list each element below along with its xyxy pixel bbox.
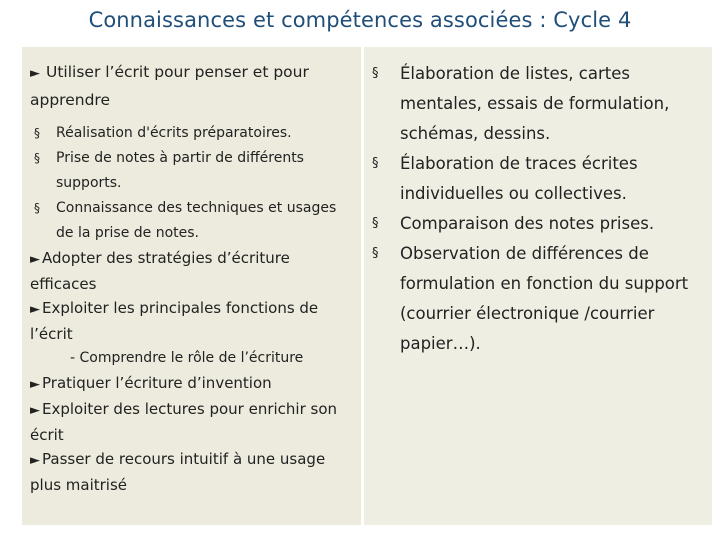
square-bullet-icon: §	[34, 126, 40, 140]
square-bullet-icon: §	[372, 66, 379, 81]
square-bullet-icon: §	[372, 156, 379, 171]
list-item-text: Connaissance des techniques et usages de la prise de notes.	[56, 200, 337, 241]
page-title: Connaissances et compétences associées : Cycle 4	[88, 8, 632, 32]
list-item-text: Prise de notes à partir de différents supports.	[56, 150, 304, 191]
list-item-text: Observation de différences de formulation en fonction du support (courrier électronique /courrier papier…).	[400, 244, 689, 353]
left-column	[22, 47, 364, 525]
strategy-item	[30, 447, 355, 497]
strategy-item	[30, 296, 355, 346]
strategy-text: Exploiter les principales fonctions de l’écrit	[30, 299, 319, 343]
triangle-bullet-icon: ►	[30, 66, 40, 81]
list-item	[370, 149, 704, 209]
triangle-bullet-icon: ►	[30, 403, 40, 418]
right-bullet-list	[370, 59, 704, 359]
left-heading	[30, 59, 355, 113]
right-column	[364, 47, 712, 525]
list-item-text: Comparaison des notes prises.	[400, 214, 655, 233]
list-item	[30, 196, 355, 246]
strategy-text: Passer de recours intuitif à une usage plus maitrisé	[30, 450, 326, 494]
square-bullet-icon: §	[372, 246, 379, 261]
list-item	[370, 59, 704, 149]
sub-item: - Comprendre le rôle de l’écriture	[70, 350, 304, 366]
list-item	[30, 121, 355, 146]
square-bullet-icon: §	[372, 216, 379, 231]
left-bullet-list	[30, 121, 355, 246]
triangle-bullet-icon: ►	[30, 302, 40, 317]
triangle-bullet-icon: ►	[30, 377, 40, 392]
list-item-text: Réalisation d'écrits préparatoires.	[56, 125, 292, 141]
triangle-bullet-icon: ►	[30, 453, 40, 468]
list-item-text: Élaboration de traces écrites individuelles ou collectives.	[400, 154, 638, 203]
content-table	[22, 47, 712, 525]
strategy-item	[30, 246, 355, 296]
square-bullet-icon: §	[34, 151, 40, 165]
strategy-text: Adopter des stratégies d’écriture efficaces	[30, 249, 290, 293]
strategy-item	[30, 371, 355, 397]
list-item	[30, 146, 355, 196]
list-item-text: Élaboration de listes, cartes mentales, essais de formulation, schémas, dessins.	[400, 64, 670, 143]
strategy-text: Pratiquer l’écriture d’invention	[42, 374, 272, 392]
square-bullet-icon: §	[34, 201, 40, 215]
list-item	[370, 239, 704, 359]
strategy-text: Exploiter des lectures pour enrichir son écrit	[30, 400, 338, 444]
list-item	[370, 209, 704, 239]
left-heading-text: Utiliser l’écrit pour penser et pour apprendre	[30, 63, 309, 109]
triangle-bullet-icon: ►	[30, 252, 40, 267]
strategy-item	[30, 397, 355, 447]
